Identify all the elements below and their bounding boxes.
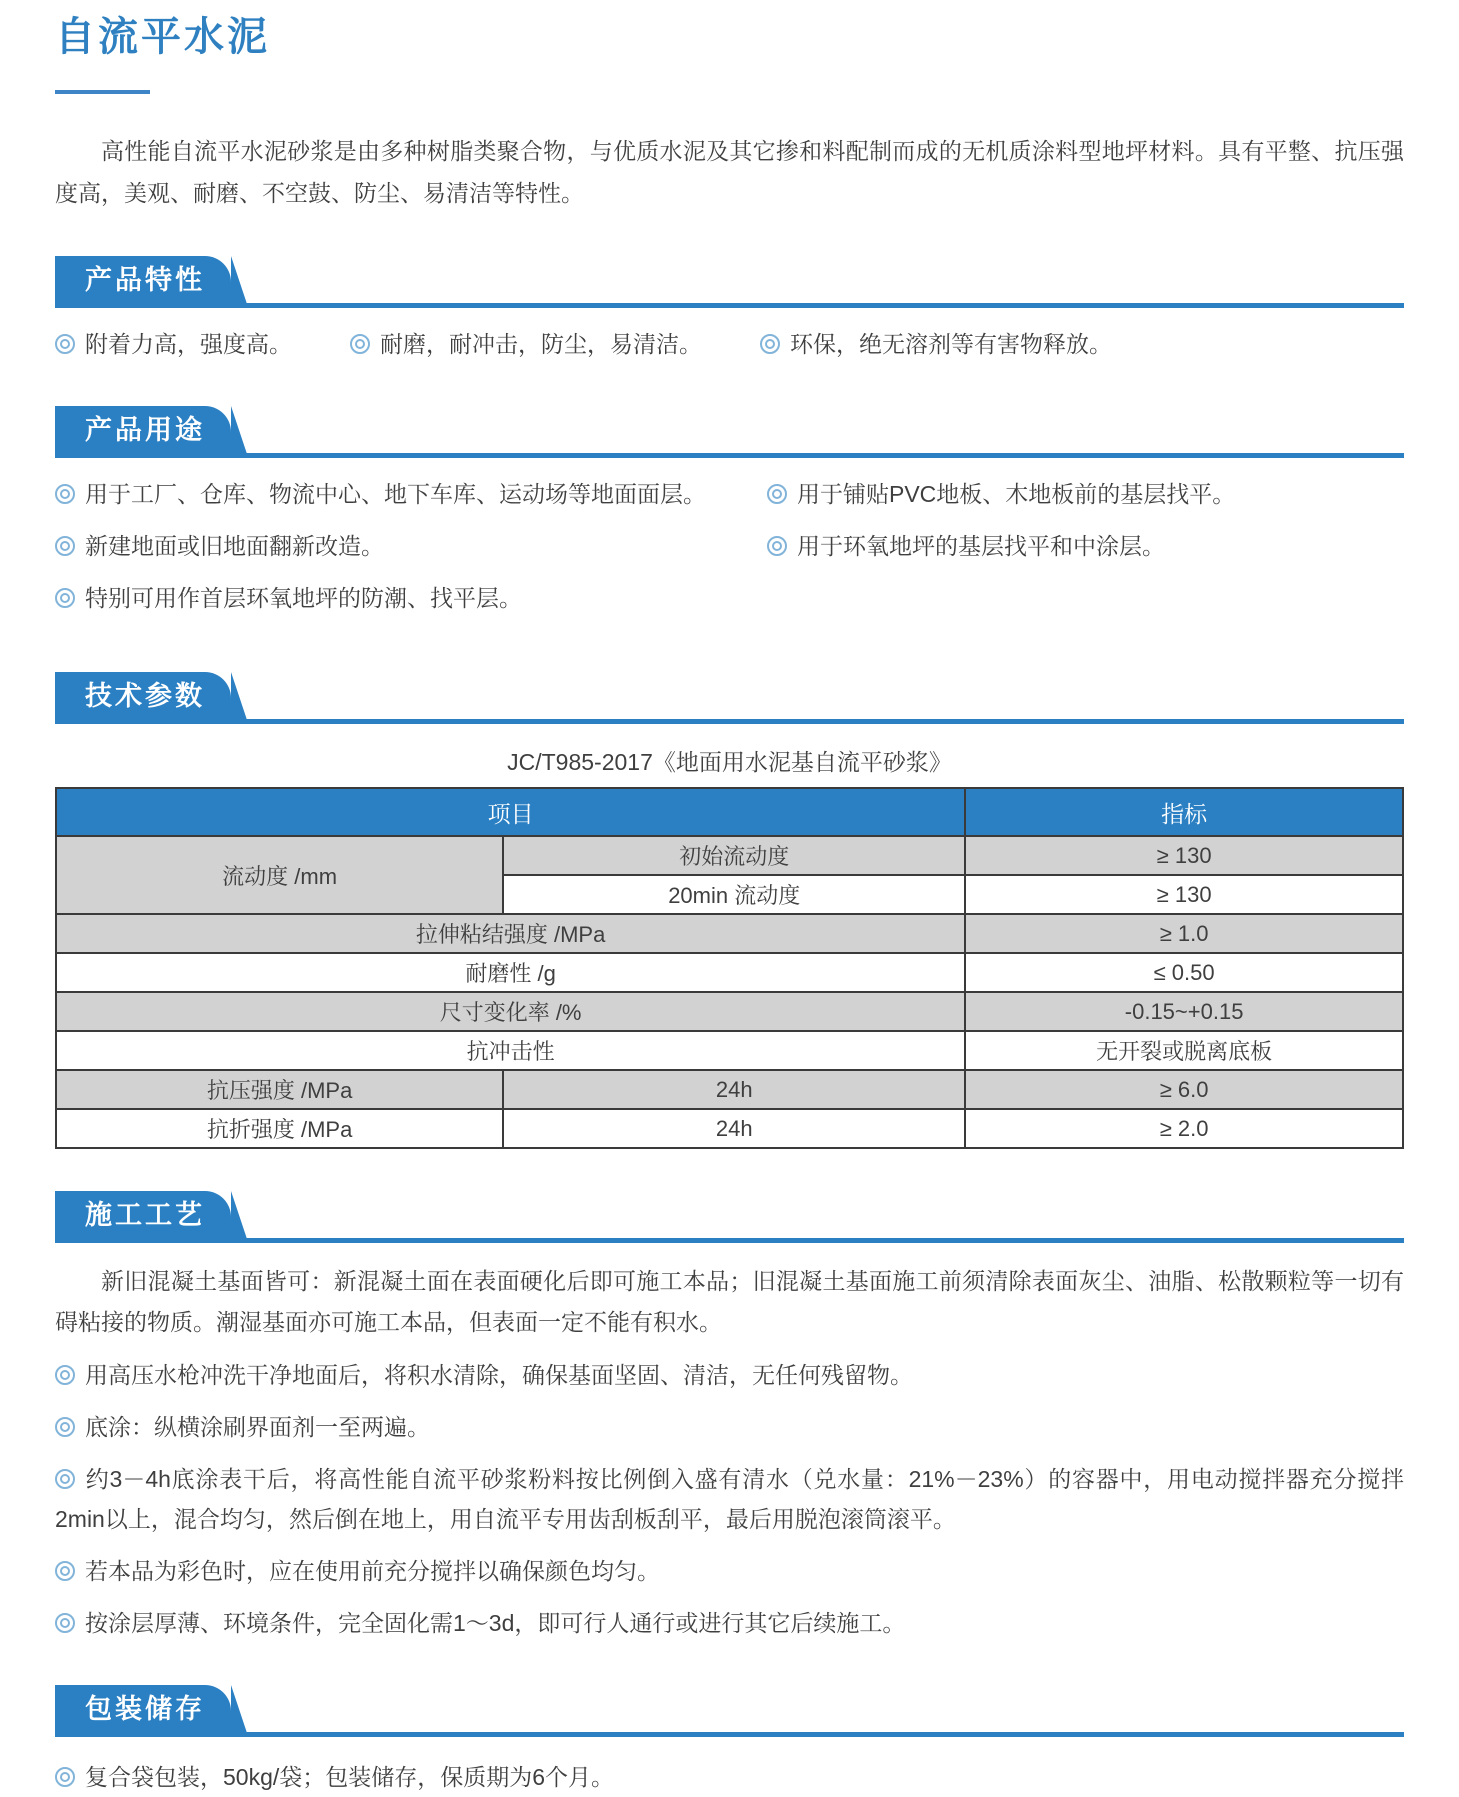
section-tab-uses <box>55 406 231 454</box>
section-heading-features: 产品特性 <box>85 265 205 295</box>
table-cell: 抗冲击性 <box>56 1031 965 1070</box>
table-cell: 耐磨性 /g <box>56 953 965 992</box>
list-item <box>55 474 767 514</box>
section-tab-tech <box>55 672 231 720</box>
list-item <box>767 526 1404 566</box>
table-cell: 20min 流动度 <box>503 875 965 914</box>
section-process <box>55 1191 1404 1643</box>
section-heading-process: 施工工艺 <box>85 1200 205 1230</box>
list-item <box>55 1551 1404 1591</box>
list-item-text: 用高压水枪冲洗干净地面后，将积水清除，确保基面坚固、清洁，无任何残留物。 <box>85 1362 913 1388</box>
list-item-text: 用于工厂、仓库、物流中心、地下车库、运动场等地面面层。 <box>85 481 706 507</box>
double-circle-bullet-icon <box>55 1365 75 1385</box>
uses-right-column <box>767 462 1404 630</box>
section-features <box>55 256 1404 364</box>
double-circle-bullet-icon <box>55 1767 75 1787</box>
table-cell: ≥ 2.0 <box>965 1109 1403 1148</box>
standard-reference: JC/T985-2017《地面用水泥基自流平砂浆》 <box>507 749 952 775</box>
double-circle-bullet-icon <box>55 1561 75 1581</box>
section-heading-tech: 技术参数 <box>85 681 205 711</box>
double-circle-bullet-icon <box>767 484 787 504</box>
double-circle-bullet-icon <box>350 334 370 354</box>
table-cell: 无开裂或脱离底板 <box>965 1031 1403 1070</box>
list-item <box>55 1757 1404 1797</box>
double-circle-bullet-icon <box>55 334 75 354</box>
list-item-text: 附着力高，强度高。 <box>85 331 292 357</box>
table-cell: ≥ 1.0 <box>965 914 1403 953</box>
table-cell: ≥ 130 <box>965 875 1403 914</box>
list-item-text: 底涂：纵横涂刷界面剂一至两遍。 <box>85 1414 430 1440</box>
list-item <box>55 1603 1404 1643</box>
section-heading-packaging: 包装储存 <box>85 1694 205 1724</box>
list-item <box>55 1355 1404 1395</box>
list-item <box>55 578 767 618</box>
section-tab-packaging <box>55 1685 231 1733</box>
double-circle-bullet-icon <box>55 1417 75 1437</box>
uses-left-column <box>55 462 767 630</box>
double-circle-bullet-icon <box>55 1613 75 1633</box>
table-cell: -0.15~+0.15 <box>965 992 1403 1031</box>
table-cell: 24h <box>503 1109 965 1148</box>
table-cell: 抗折强度 /MPa <box>56 1109 503 1148</box>
table-cell: 初始流动度 <box>503 836 965 875</box>
section-heading-uses: 产品用途 <box>85 415 205 445</box>
section-rule <box>55 303 1404 308</box>
list-item <box>55 1407 1404 1447</box>
table-row <box>56 1109 1403 1148</box>
double-circle-bullet-icon <box>767 536 787 556</box>
section-header-features <box>55 256 1404 308</box>
list-item-text: 环保，绝无溶剂等有害物释放。 <box>790 331 1112 357</box>
section-header-packaging <box>55 1685 1404 1737</box>
features-list <box>55 316 1404 364</box>
title-underline-dash <box>55 90 150 94</box>
table-cell: 24h <box>503 1070 965 1109</box>
section-rule <box>55 719 1404 724</box>
table-row <box>56 836 1403 875</box>
section-tech-params <box>55 672 1404 1149</box>
section-header-process <box>55 1191 1404 1243</box>
list-item <box>350 324 702 364</box>
list-item-text: 新建地面或旧地面翻新改造。 <box>85 533 384 559</box>
list-item <box>760 324 1112 364</box>
section-packaging <box>55 1685 1404 1797</box>
section-tab-features <box>55 256 231 304</box>
section-rule <box>55 1238 1404 1243</box>
section-rule <box>55 1732 1404 1737</box>
table-header-item: 项目 <box>56 788 965 836</box>
table-cell: ≥ 6.0 <box>965 1070 1403 1109</box>
table-cell: ≤ 0.50 <box>965 953 1403 992</box>
table-row <box>56 1031 1403 1070</box>
double-circle-bullet-icon <box>55 484 75 504</box>
tech-params-table <box>55 787 1404 1149</box>
table-cell: ≥ 130 <box>965 836 1403 875</box>
table-cell: 拉伸粘结强度 /MPa <box>56 914 965 953</box>
section-tab-process <box>55 1191 231 1239</box>
list-item-text: 用于环氧地坪的基层找平和中涂层。 <box>797 533 1165 559</box>
list-item <box>55 526 767 566</box>
table-cell: 尺寸变化率 /% <box>56 992 965 1031</box>
table-header-index: 指标 <box>965 788 1403 836</box>
table-row <box>56 1070 1403 1109</box>
double-circle-bullet-icon <box>55 588 75 608</box>
page-title: 自流平水泥 <box>55 15 270 59</box>
list-item-text: 耐磨，耐冲击，防尘，易清洁。 <box>380 331 702 357</box>
list-item-text: 按涂层厚薄、环境条件，完全固化需1～3d，即可行人通行或进行其它后续施工。 <box>85 1610 906 1636</box>
table-header-row <box>56 788 1403 836</box>
table-row <box>56 992 1403 1031</box>
table-cell: 抗压强度 /MPa <box>56 1070 503 1109</box>
list-item-text: 约3－4h底涂表干后，将高性能自流平砂浆粉料按比例倒入盛有清水（兑水量：21%－23%）的容器中，用电动搅拌器充分搅拌2min以上，混合均匀，然后倒在地上，用自流平专用齿刮板刮平，最后用脱泡滚筒滚平。 <box>55 1466 1404 1532</box>
intro-paragraph: 高性能自流平水泥砂浆是由多种树脂类聚合物，与优质水泥及其它掺和料配制而成的无机质涂料型地坪材料。具有平整、抗压强度高，美观、耐磨、不空鼓、防尘、易清洁等特性。 <box>55 138 1404 206</box>
section-header-tech <box>55 672 1404 724</box>
section-rule <box>55 453 1404 458</box>
table-row <box>56 914 1403 953</box>
table-row <box>56 953 1403 992</box>
table-cell-group-label: 流动度 /mm <box>56 836 503 914</box>
process-intro-paragraph: 新旧混凝土基面皆可：新混凝土面在表面硬化后即可施工本品；旧混凝土基面施工前须清除表面灰尘、油脂、松散颗粒等一切有碍粘接的物质。潮湿基面亦可施工本品，但表面一定不能有积水。 <box>55 1268 1404 1335</box>
packaging-list <box>55 1757 1404 1797</box>
list-item <box>55 1459 1404 1539</box>
list-item-text: 复合袋包装，50kg/袋；包装储存，保质期为6个月。 <box>85 1764 615 1790</box>
section-header-uses <box>55 406 1404 458</box>
double-circle-bullet-icon <box>760 334 780 354</box>
section-uses <box>55 406 1404 630</box>
list-item-text: 若本品为彩色时，应在使用前充分搅拌以确保颜色均匀。 <box>85 1558 660 1584</box>
list-item <box>767 474 1404 514</box>
list-item-text: 用于铺贴PVC地板、木地板前的基层找平。 <box>797 481 1236 507</box>
double-circle-bullet-icon <box>55 536 75 556</box>
uses-list <box>55 462 1404 630</box>
list-item <box>55 324 292 364</box>
double-circle-bullet-icon <box>55 1469 75 1489</box>
list-item-text: 特别可用作首层环氧地坪的防潮、找平层。 <box>85 585 522 611</box>
